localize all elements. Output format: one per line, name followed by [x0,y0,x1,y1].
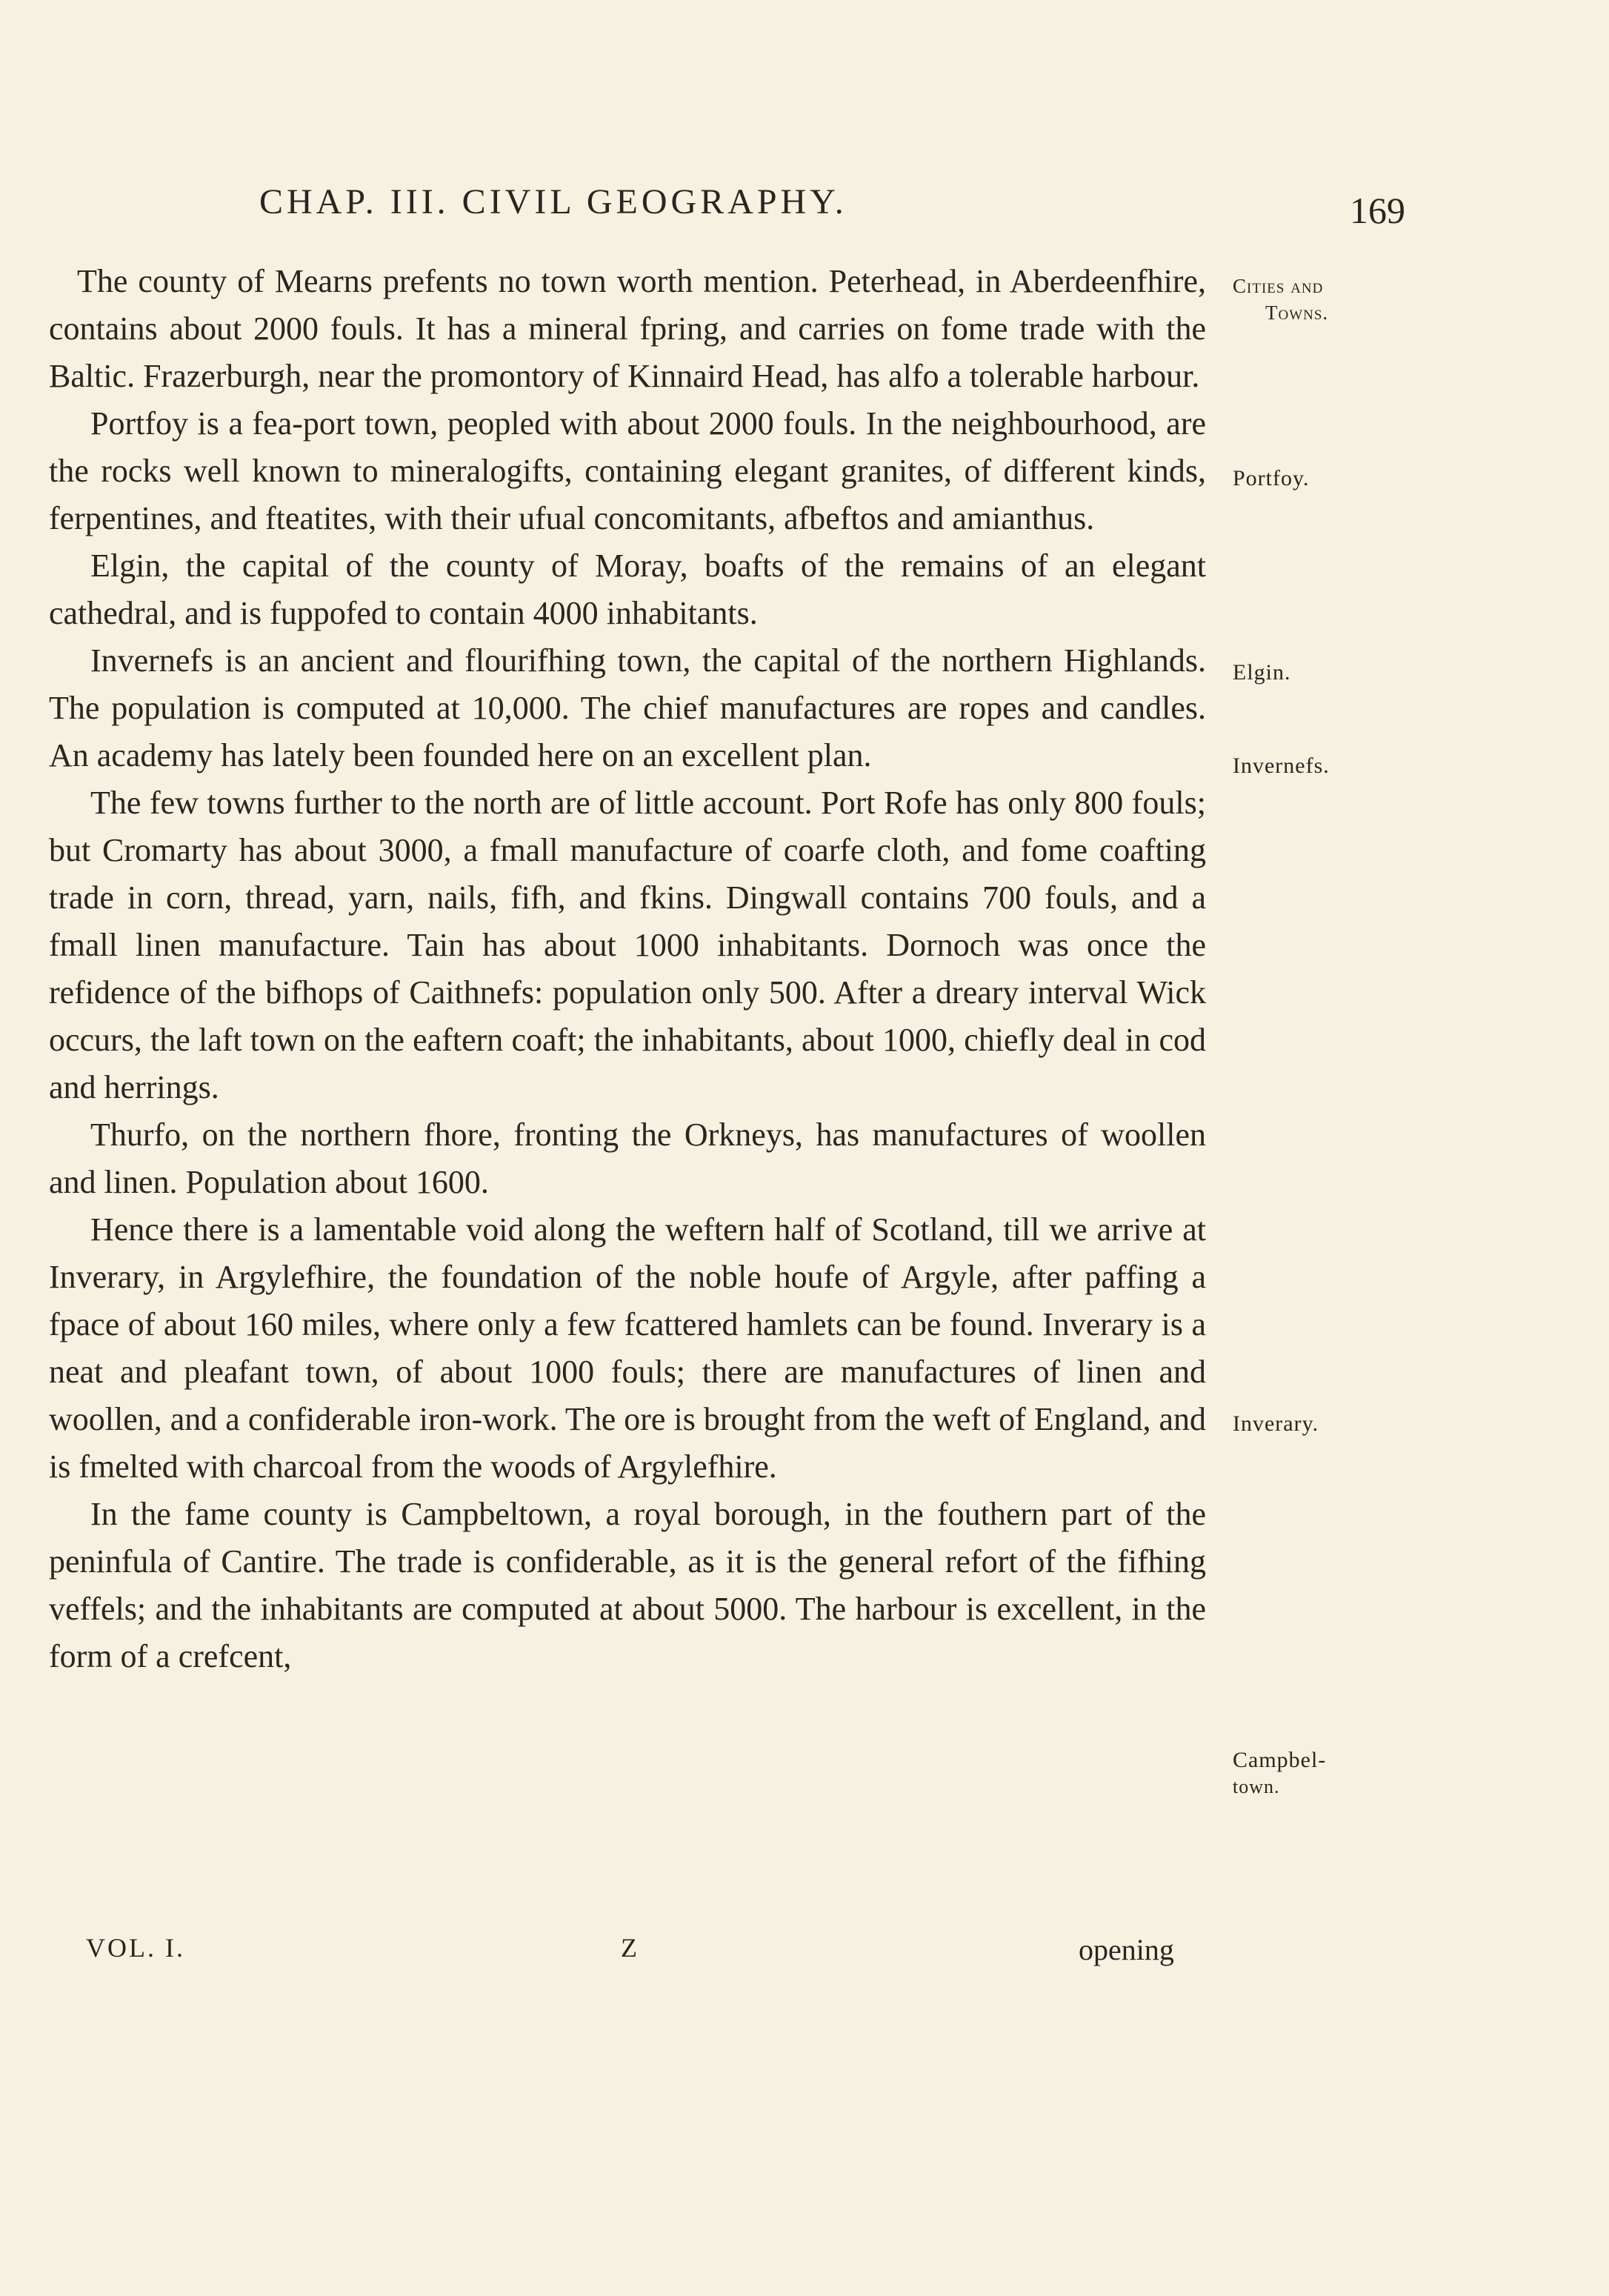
main-text [49,258,1206,1680]
paragraph-inverary: Hence there is a lamentable void along the weftern half of Scotland, till we arrive at Inverary, in Argylefhire, the foundation of the noble houfe of Argyle, after paffing a fpace of about 160 miles, where only a few fcattered hamlets can be found. Inverary is a neat and pleafant town, of about 1000 fouls; there are manufactures of linen and woollen, and a confiderable iron-work. The ore is brought from the weft of England, and is fmelted with charcoal from the woods of Argylefhire. [49,1211,1206,1485]
signature-mark: Z [621,1933,637,1963]
page-header [0,182,1609,233]
margin-note-cities [1233,273,1410,326]
paragraph-northern-towns: The few towns further to the north are of little account. Port Rofe has only 800 fouls; but Cromarty has about 3000, a fmall manufacture of coarfe cloth, and fome coafting trade in corn, thread, yarn, nails, fifh, and fkins. Dingwall contains 700 fouls, and a fmall linen manufacture. Tain has about 1000 inhabitants. Dornoch was once the refidence of the bifhops of Caithnefs: population only 500. After a dreary interval Wick occurs, the laft town on the eaftern coaft; the inhabitants, about 1000, chiefly deal in cod and herrings. [49,785,1206,1105]
running-title: CHAP. III. CIVIL GEOGRAPHY. [259,182,847,222]
margin-note-elgin: Elgin. [1233,660,1291,685]
margin-note-portfoy: Portfoy. [1233,466,1310,490]
paragraph-invernefs: Invernefs is an ancient and flourifhing town, the capital of the northern Highlands. The population is computed at 10,000. The chief manufactures are ropes and candles. An academy has lately been founded here on an excellent plan. [49,642,1206,773]
page-number: 169 [1350,190,1405,231]
margin-note-campbeltown [1233,1747,1410,1800]
catchword: opening [1079,1933,1174,1966]
volume-label: VOL. I. [86,1933,185,1963]
paragraph-elgin: Elgin, the capital of the county of Moray, boafts of the remains of an elegant cathedral, and is fuppofed to contain 4000 inhabitants. [49,548,1206,631]
page-footer [0,1932,1609,1977]
margin-note-cities-line1: Cities and [1233,275,1324,297]
margin-note-inverary: Inverary. [1233,1411,1319,1436]
paragraph-portfoy: Portfoy is a fea-port town, peopled with about 2000 fouls. In the neighbourhood, are the rocks well known to mineralogifts, containing elegant granites, of different kinds, ferpentines, and fteatites, with their ufual concomitants, afbeftos and amianthus. [49,405,1206,536]
paragraph-mearns: The county of Mearns prefents no town worth mention. Peterhead, in Aberdeenfhire, contains about 2000 fouls. It has a mineral fpring, and carries on fome trade with the Baltic. Frazerburgh, near the promontory of Kinnaird Head, has alfo a tolerable harbour. [49,263,1206,394]
paragraph-campbeltown: In the fame county is Campbeltown, a royal borough, in the fouthern part of the peninfula of Cantire. The trade is confiderable, as it is the general refort of the fifhing veffels; and the inhabitants are computed at about 5000. The harbour is excellent, in the form of a crefcent, [49,1496,1206,1674]
paragraph-thurfo: Thurfo, on the northern fhore, fronting the Orkneys, has manufactures of woollen and linen. Population about 1600. [49,1117,1206,1200]
margin-note-invernefs: Invernefs. [1233,753,1330,778]
margin-note-cities-line2: Towns. [1265,302,1329,324]
margin-note-campbel-line2: town. [1233,1776,1280,1797]
margin-note-campbel-line1: Campbel- [1233,1748,1327,1772]
